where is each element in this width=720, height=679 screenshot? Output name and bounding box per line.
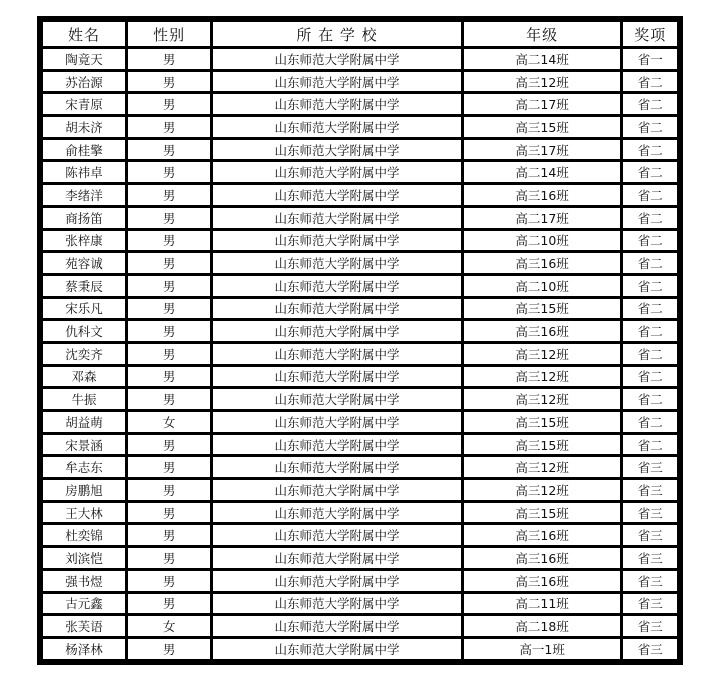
cell-gender: 男 [128,503,210,523]
cell-grade: 高三17班 [464,140,621,160]
cell-grade: 高二17班 [464,94,621,114]
cell-grade: 高三15班 [464,435,621,455]
header-row [43,22,677,46]
cell-name: 陈祎卓 [43,162,125,182]
cell-school: 山东师范大学附属中学 [213,185,461,205]
cell-school: 山东师范大学附属中学 [213,525,461,545]
cell-grade: 高二10班 [464,231,621,251]
cell-gender: 男 [128,571,210,591]
cell-school: 山东师范大学附属中学 [213,253,461,273]
cell-gender: 男 [128,525,210,545]
table-row [43,367,677,387]
cell-school: 山东师范大学附属中学 [213,548,461,568]
cell-award: 省二 [623,94,677,114]
cell-school: 山东师范大学附属中学 [213,94,461,114]
cell-gender: 男 [128,185,210,205]
cell-gender: 男 [128,276,210,296]
cell-award: 省一 [623,49,677,69]
cell-gender: 男 [128,117,210,137]
header-gender: 性别 [128,22,210,46]
cell-gender: 男 [128,548,210,568]
cell-grade: 高二11班 [464,594,621,614]
cell-school: 山东师范大学附属中学 [213,344,461,364]
cell-school: 山东师范大学附属中学 [213,503,461,523]
cell-grade: 高三16班 [464,321,621,341]
cell-school: 山东师范大学附属中学 [213,231,461,251]
cell-gender: 男 [128,367,210,387]
cell-award: 省二 [623,162,677,182]
cell-name: 张梓康 [43,231,125,251]
cell-school: 山东师范大学附属中学 [213,389,461,409]
cell-school: 山东师范大学附属中学 [213,49,461,69]
cell-school: 山东师范大学附属中学 [213,616,461,636]
table-row [43,571,677,591]
cell-grade: 高二14班 [464,162,621,182]
table-row [43,276,677,296]
cell-name: 杜奕锦 [43,525,125,545]
table-row [43,435,677,455]
cell-school: 山东师范大学附属中学 [213,480,461,500]
cell-grade: 高三15班 [464,412,621,432]
cell-grade: 高二10班 [464,276,621,296]
table-row [43,503,677,523]
cell-award: 省二 [623,321,677,341]
cell-gender: 男 [128,253,210,273]
table-row [43,49,677,69]
cell-gender: 男 [128,299,210,319]
cell-name: 刘滨恺 [43,548,125,568]
cell-name: 王大林 [43,503,125,523]
cell-school: 山东师范大学附属中学 [213,594,461,614]
cell-grade: 高二18班 [464,616,621,636]
cell-name: 蔡秉辰 [43,276,125,296]
cell-name: 宋青原 [43,94,125,114]
cell-school: 山东师范大学附属中学 [213,435,461,455]
cell-award: 省二 [623,72,677,92]
cell-gender: 男 [128,321,210,341]
table-body [43,49,677,659]
table-row [43,594,677,614]
cell-grade: 高三15班 [464,117,621,137]
cell-school: 山东师范大学附属中学 [213,299,461,319]
cell-name: 苑容诚 [43,253,125,273]
table-row [43,253,677,273]
cell-name: 牛振 [43,389,125,409]
cell-grade: 高一1班 [464,639,621,659]
cell-award: 省三 [623,594,677,614]
cell-award: 省三 [623,571,677,591]
table-row [43,321,677,341]
award-table [40,19,680,662]
cell-award: 省二 [623,231,677,251]
cell-name: 强书煜 [43,571,125,591]
cell-award: 省二 [623,299,677,319]
cell-grade: 高三16班 [464,571,621,591]
cell-name: 仇科文 [43,321,125,341]
table-row [43,480,677,500]
cell-school: 山东师范大学附属中学 [213,639,461,659]
cell-grade: 高三15班 [464,299,621,319]
cell-gender: 男 [128,162,210,182]
cell-name: 邓森 [43,367,125,387]
cell-award: 省三 [623,503,677,523]
cell-gender: 男 [128,344,210,364]
cell-award: 省三 [623,639,677,659]
cell-school: 山东师范大学附属中学 [213,457,461,477]
cell-gender: 男 [128,457,210,477]
cell-school: 山东师范大学附属中学 [213,72,461,92]
cell-school: 山东师范大学附属中学 [213,412,461,432]
cell-award: 省三 [623,457,677,477]
table-row [43,457,677,477]
cell-award: 省二 [623,208,677,228]
cell-gender: 男 [128,435,210,455]
table-row [43,140,677,160]
table-row [43,344,677,364]
cell-name: 胡益萌 [43,412,125,432]
cell-school: 山东师范大学附属中学 [213,571,461,591]
cell-award: 省二 [623,253,677,273]
cell-grade: 高三12班 [464,72,621,92]
cell-gender: 男 [128,639,210,659]
table-row [43,72,677,92]
header-grade: 年级 [464,22,621,46]
cell-name: 宋乐凡 [43,299,125,319]
cell-gender: 男 [128,72,210,92]
cell-grade: 高三16班 [464,185,621,205]
table-row [43,639,677,659]
table-row [43,412,677,432]
header-name: 姓名 [43,22,125,46]
cell-gender: 男 [128,208,210,228]
table-row [43,117,677,137]
header-award: 奖项 [623,22,677,46]
cell-gender: 男 [128,594,210,614]
cell-grade: 高三15班 [464,503,621,523]
table-row [43,94,677,114]
cell-name: 沈奕齐 [43,344,125,364]
cell-grade: 高三12班 [464,457,621,477]
cell-grade: 高三12班 [464,367,621,387]
cell-school: 山东师范大学附属中学 [213,276,461,296]
cell-award: 省二 [623,117,677,137]
cell-name: 商扬笛 [43,208,125,228]
cell-name: 胡未济 [43,117,125,137]
cell-school: 山东师范大学附属中学 [213,140,461,160]
cell-award: 省二 [623,435,677,455]
table-row [43,185,677,205]
cell-school: 山东师范大学附属中学 [213,321,461,341]
table-row [43,208,677,228]
header-school: 所 在 学 校 [213,22,461,46]
cell-grade: 高三16班 [464,548,621,568]
cell-grade: 高二14班 [464,49,621,69]
cell-name: 房鹏旭 [43,480,125,500]
table-row [43,162,677,182]
cell-award: 省三 [623,616,677,636]
cell-name: 俞桂擎 [43,140,125,160]
cell-school: 山东师范大学附属中学 [213,367,461,387]
cell-name: 宋景涵 [43,435,125,455]
cell-award: 省二 [623,367,677,387]
cell-grade: 高三16班 [464,525,621,545]
cell-name: 杨泽林 [43,639,125,659]
cell-gender: 男 [128,49,210,69]
cell-grade: 高三12班 [464,389,621,409]
cell-award: 省二 [623,389,677,409]
table-row [43,616,677,636]
cell-grade: 高三12班 [464,344,621,364]
cell-gender: 男 [128,94,210,114]
cell-award: 省二 [623,412,677,432]
cell-gender: 男 [128,231,210,251]
cell-grade: 高三16班 [464,253,621,273]
cell-name: 陶竟天 [43,49,125,69]
table-row [43,548,677,568]
cell-gender: 男 [128,480,210,500]
cell-award: 省二 [623,276,677,296]
cell-award: 省二 [623,185,677,205]
cell-gender: 女 [128,616,210,636]
cell-name: 牟志东 [43,457,125,477]
table-row [43,299,677,319]
cell-name: 李绪洋 [43,185,125,205]
cell-award: 省二 [623,140,677,160]
cell-name: 古元鑫 [43,594,125,614]
cell-grade: 高二17班 [464,208,621,228]
cell-award: 省三 [623,480,677,500]
cell-name: 苏治源 [43,72,125,92]
cell-grade: 高三12班 [464,480,621,500]
table-row [43,231,677,251]
table-row [43,525,677,545]
award-list-sheet [37,16,683,665]
cell-school: 山东师范大学附属中学 [213,208,461,228]
table-row [43,389,677,409]
cell-name: 张芙语 [43,616,125,636]
cell-gender: 女 [128,412,210,432]
cell-award: 省三 [623,548,677,568]
cell-school: 山东师范大学附属中学 [213,117,461,137]
cell-gender: 男 [128,140,210,160]
cell-award: 省二 [623,344,677,364]
cell-award: 省三 [623,525,677,545]
cell-school: 山东师范大学附属中学 [213,162,461,182]
cell-gender: 男 [128,389,210,409]
